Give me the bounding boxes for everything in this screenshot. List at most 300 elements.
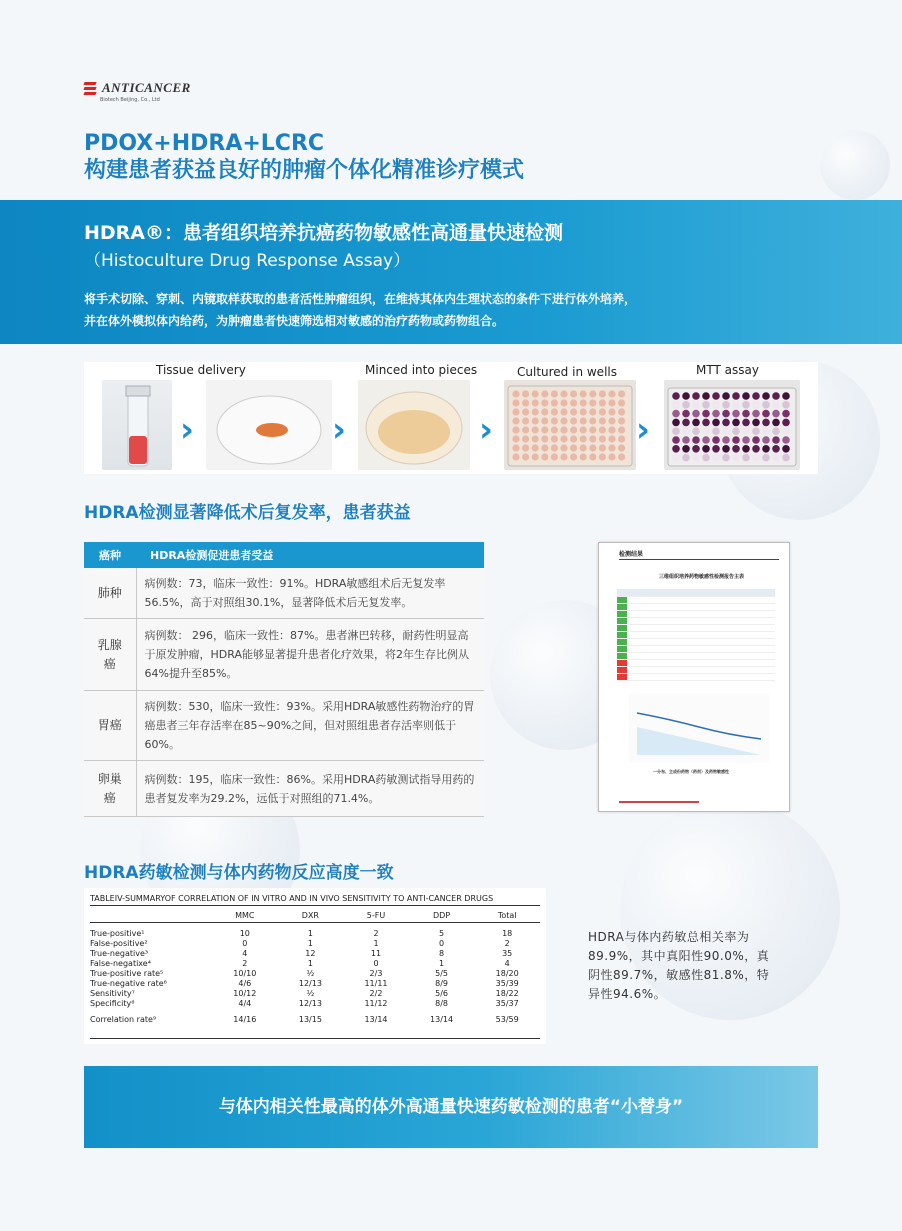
workflow-strip xyxy=(84,362,818,474)
well xyxy=(732,419,740,427)
well xyxy=(682,454,690,462)
report-title: 三维组织培养药物敏感性检测报告主表 xyxy=(659,574,745,580)
well xyxy=(541,426,548,433)
table-cell: 12/13 xyxy=(298,999,322,1008)
well xyxy=(618,390,625,397)
column-header: Total xyxy=(497,910,517,920)
table-cell: 2/2 xyxy=(369,989,383,998)
well xyxy=(782,392,790,400)
benefit-text: 病例数：530，临床一致性：93%。采用HDRA敏感性药物治疗的胃癌患者三年存活率在85~90%之间，但对照组患者存活率则低于60%。 xyxy=(136,691,484,761)
report-status-cell xyxy=(617,625,627,631)
well xyxy=(732,401,740,409)
table-cell: 2 xyxy=(242,959,248,968)
report-status-cell xyxy=(617,646,627,652)
report-table-row xyxy=(617,660,775,667)
well xyxy=(560,435,567,442)
table-cell: 12 xyxy=(305,949,316,958)
chevron-right-icon: › xyxy=(636,410,651,450)
report-status-cell xyxy=(617,660,627,666)
well xyxy=(541,435,548,442)
well xyxy=(672,427,680,435)
well xyxy=(702,445,710,453)
well xyxy=(712,427,720,435)
well xyxy=(608,435,615,442)
table-cell: 11 xyxy=(370,949,382,958)
well xyxy=(570,453,577,460)
col-benefit-header: HDRA检测促进患者受益 xyxy=(136,542,484,568)
table-cell: 2 xyxy=(504,939,510,948)
step-label-mtt: MTT assay xyxy=(696,363,759,377)
well xyxy=(541,390,548,397)
well xyxy=(752,454,760,462)
table-cell: 35 xyxy=(502,949,513,958)
well xyxy=(752,445,760,453)
table-cell: 11/11 xyxy=(364,979,388,988)
well xyxy=(702,392,710,400)
row-label: False-negatixe⁴ xyxy=(90,959,151,968)
well xyxy=(512,453,519,460)
well xyxy=(742,427,750,435)
wells-photo xyxy=(504,380,636,470)
well xyxy=(580,453,587,460)
well xyxy=(772,419,780,427)
well xyxy=(580,390,587,397)
well xyxy=(608,453,615,460)
bottom-banner: 与体内相关性最高的体外高通量快速药敏检测的患者“小替身” xyxy=(84,1066,818,1148)
well xyxy=(560,408,567,415)
well xyxy=(551,435,558,442)
well xyxy=(682,419,690,427)
chevron-right-icon: › xyxy=(180,410,195,450)
well xyxy=(599,426,606,433)
table-cell: 1 xyxy=(307,939,313,948)
well xyxy=(589,444,596,451)
well xyxy=(692,427,700,435)
well xyxy=(522,399,529,406)
well xyxy=(570,408,577,415)
well xyxy=(722,401,730,409)
well xyxy=(512,408,519,415)
well xyxy=(580,408,587,415)
well xyxy=(762,427,770,435)
well xyxy=(732,445,740,453)
table-cell: 5/5 xyxy=(435,969,449,978)
well xyxy=(752,410,760,418)
well xyxy=(551,408,558,415)
well xyxy=(692,454,700,462)
well xyxy=(772,454,780,462)
well xyxy=(672,445,680,453)
table-cell: 18 xyxy=(502,929,513,938)
band-description xyxy=(84,288,844,332)
row-label: True-negative³ xyxy=(90,949,149,958)
pieces-photo xyxy=(358,380,470,470)
well xyxy=(712,445,720,453)
well xyxy=(772,392,780,400)
well xyxy=(522,408,529,415)
table-cell: 11/12 xyxy=(364,999,388,1008)
well xyxy=(608,390,615,397)
table-cell: 13/15 xyxy=(298,1015,322,1024)
table-cell: 4 xyxy=(504,959,510,968)
report-status-cell xyxy=(617,618,627,624)
well xyxy=(512,426,519,433)
table-cell: 4/6 xyxy=(238,979,252,988)
brand-logo xyxy=(84,80,191,96)
well xyxy=(618,399,625,406)
table-cell: 8 xyxy=(439,949,445,958)
table-cell: 53/59 xyxy=(495,1015,519,1024)
well xyxy=(541,417,548,424)
well xyxy=(522,453,529,460)
report-table-row xyxy=(617,625,775,632)
report-status-cell xyxy=(617,604,627,610)
report-status-cell xyxy=(617,597,627,603)
well xyxy=(570,435,577,442)
well xyxy=(692,392,700,400)
well xyxy=(712,392,720,400)
col-cancer-header: 癌种 xyxy=(84,542,136,568)
well xyxy=(589,453,596,460)
report-footnote xyxy=(619,801,699,803)
well xyxy=(762,419,770,427)
well xyxy=(682,410,690,418)
well xyxy=(752,419,760,427)
well xyxy=(618,417,625,424)
well xyxy=(541,444,548,451)
report-table-row xyxy=(617,632,775,639)
well xyxy=(551,444,558,451)
report-status-cell xyxy=(617,632,627,638)
well xyxy=(551,453,558,460)
well xyxy=(712,436,720,444)
report-table-row xyxy=(617,646,775,653)
well xyxy=(551,426,558,433)
table-cell: ½ xyxy=(306,989,315,998)
well xyxy=(618,435,625,442)
background-orb xyxy=(820,130,890,200)
well xyxy=(512,417,519,424)
column-header xyxy=(90,908,212,923)
well xyxy=(772,427,780,435)
table-cell: 13/14 xyxy=(364,1015,388,1024)
table-cell: 10 xyxy=(239,929,250,938)
table-row xyxy=(90,949,540,959)
well xyxy=(589,435,596,442)
well xyxy=(702,436,710,444)
well xyxy=(772,401,780,409)
well xyxy=(570,417,577,424)
well xyxy=(532,417,539,424)
well xyxy=(732,410,740,418)
well xyxy=(722,392,730,400)
table-cell: 0 xyxy=(242,939,248,948)
table-header-row xyxy=(84,542,484,568)
well xyxy=(682,427,690,435)
row-label: Correlation rate⁹ xyxy=(90,1015,157,1024)
well xyxy=(752,427,760,435)
well xyxy=(560,426,567,433)
well xyxy=(608,408,615,415)
well xyxy=(589,417,596,424)
table-cell: 5 xyxy=(439,929,445,938)
correlation-note: HDRA与体内药敏总相关率为89.9%，其中真阳性90.0%，真阴性89.7%，敏感性81.8%，特异性94.6%。 xyxy=(588,930,770,1001)
well xyxy=(560,399,567,406)
well xyxy=(752,401,760,409)
well xyxy=(589,390,596,397)
well xyxy=(742,454,750,462)
table-row xyxy=(90,999,540,1009)
cancer-type: 肺种 xyxy=(84,568,136,619)
well xyxy=(512,435,519,442)
well xyxy=(580,417,587,424)
well xyxy=(722,419,730,427)
well xyxy=(570,399,577,406)
well xyxy=(599,390,606,397)
well xyxy=(742,419,750,427)
well xyxy=(580,444,587,451)
table-cell: 1 xyxy=(439,959,445,968)
brand-name: ANTICANCER xyxy=(102,80,191,95)
table-cell: 35/37 xyxy=(495,999,519,1008)
band-desc-line-1: 将手术切除、穿刺、内镜取样获取的患者活性肿瘤组织，在维持其体内生理状态的条件下进行体外培养， xyxy=(84,292,637,306)
report-table-row xyxy=(617,667,775,674)
well xyxy=(512,399,519,406)
well xyxy=(522,435,529,442)
well xyxy=(722,427,730,435)
well xyxy=(742,436,750,444)
well xyxy=(589,408,596,415)
well xyxy=(599,399,606,406)
table-cell: 18/22 xyxy=(495,989,519,998)
step-label-tissue: Tissue delivery xyxy=(156,363,246,377)
column-header: 5-FU xyxy=(366,910,386,920)
table-cell: 35/39 xyxy=(495,979,519,988)
well xyxy=(618,408,625,415)
report-table-row xyxy=(617,653,775,660)
well xyxy=(742,410,750,418)
cancer-type: 乳腺癌 xyxy=(84,619,136,691)
report-table-row xyxy=(617,597,775,604)
well xyxy=(732,392,740,400)
well xyxy=(532,408,539,415)
well xyxy=(702,454,710,462)
well xyxy=(541,408,548,415)
table-rule-top xyxy=(90,905,540,906)
table-cell: 2/3 xyxy=(369,969,383,978)
well xyxy=(608,399,615,406)
hdra-intro-band xyxy=(0,200,902,344)
report-table-row xyxy=(617,674,775,681)
row-label: Specificity⁸ xyxy=(90,999,135,1008)
well xyxy=(752,436,760,444)
band-desc-line-2: 并在体外模拟体内给药，为肿瘤患者快速筛选相对敏感的治疗药物或药物组合。 xyxy=(84,314,505,328)
table-cell: 8/8 xyxy=(435,999,449,1008)
table-cell: 2 xyxy=(373,929,379,938)
well xyxy=(732,454,740,462)
well xyxy=(772,445,780,453)
brand-subtitle: Biotech Beijing, Co., Ltd xyxy=(100,97,160,103)
column-header: DXR xyxy=(301,910,319,920)
cancer-type: 卵巢癌 xyxy=(84,761,136,817)
well xyxy=(532,390,539,397)
well xyxy=(589,399,596,406)
report-heading: 检测结果 xyxy=(619,551,644,558)
well xyxy=(522,417,529,424)
well xyxy=(580,399,587,406)
table-cell: 4/4 xyxy=(238,999,252,1008)
dish-photo xyxy=(206,380,332,470)
report-status-cell xyxy=(617,674,627,680)
band-subtitle: （Histoculture Drug Response Assay） xyxy=(84,251,411,271)
well xyxy=(692,445,700,453)
table-cell: 1 xyxy=(307,929,313,938)
well xyxy=(692,419,700,427)
table-row xyxy=(84,568,484,619)
well xyxy=(618,444,625,451)
section-title-recurrence: HDRA检测显著降低术后复发率，患者获益 xyxy=(84,503,411,523)
row-label: True-positive¹ xyxy=(90,929,145,938)
well xyxy=(712,401,720,409)
well xyxy=(782,401,790,409)
step-label-cultured: Cultured in wells xyxy=(517,365,617,379)
well xyxy=(618,453,625,460)
well xyxy=(692,401,700,409)
chevron-right-icon: › xyxy=(332,410,347,450)
well xyxy=(722,454,730,462)
well xyxy=(782,410,790,418)
well xyxy=(762,454,770,462)
correlation-table-panel xyxy=(84,888,546,1044)
table-cell: 0 xyxy=(373,959,379,968)
well xyxy=(522,390,529,397)
well xyxy=(541,399,548,406)
table-row xyxy=(90,939,540,949)
table-row xyxy=(90,929,540,939)
well xyxy=(672,419,680,427)
well xyxy=(762,401,770,409)
report-status-cell xyxy=(617,667,627,673)
well xyxy=(570,426,577,433)
well xyxy=(742,401,750,409)
correlation-table-caption: TABLEIV-SUMMARYOF CORRELATION OF IN VITRO AND IN VIVO SENSITIVITY TO ANTI-CANCER DRUGS xyxy=(90,894,494,903)
well xyxy=(762,445,770,453)
report-status-cell xyxy=(617,639,627,645)
well xyxy=(512,390,519,397)
table-cell: 13/14 xyxy=(430,1015,454,1024)
well xyxy=(732,436,740,444)
benefit-table xyxy=(84,542,484,817)
report-table-row xyxy=(617,611,775,618)
row-label: True-positive rate⁵ xyxy=(90,969,164,978)
well xyxy=(560,390,567,397)
row-label: True-negative rate⁶ xyxy=(90,979,167,988)
well xyxy=(608,426,615,433)
well xyxy=(692,436,700,444)
report-status-cell xyxy=(617,653,627,659)
well xyxy=(672,392,680,400)
well xyxy=(682,445,690,453)
table-cell: 10/10 xyxy=(233,969,257,978)
well xyxy=(560,444,567,451)
column-header: MMC xyxy=(235,910,255,920)
correlation-header-row xyxy=(90,908,540,923)
benefit-text: 病例数：73，临床一致性：91%。HDRA敏感组术后无复发率56.5%，高于对照组30.1%，显著降低术后无复发率。 xyxy=(136,568,484,619)
table-row xyxy=(90,969,540,979)
well xyxy=(712,454,720,462)
cancer-type: 胃癌 xyxy=(84,691,136,761)
well xyxy=(692,410,700,418)
table-row xyxy=(90,979,540,989)
well xyxy=(772,410,780,418)
well xyxy=(762,392,770,400)
well xyxy=(532,399,539,406)
well xyxy=(532,444,539,451)
well xyxy=(532,453,539,460)
report-chart xyxy=(629,693,769,763)
well xyxy=(551,390,558,397)
headline-line-2: 构建患者获益良好的肿瘤个体化精准诊疗模式 xyxy=(84,158,525,183)
table-cell: 8/9 xyxy=(435,979,449,988)
well xyxy=(532,426,539,433)
table-cell: 1 xyxy=(373,939,379,948)
benefit-text: 病例数：195，临床一致性：86%。采用HDRA药敏测试指导用药的患者复发率为29.2%，远低于对照组的71.4%。 xyxy=(136,761,484,817)
well xyxy=(522,426,529,433)
table-cell: 0 xyxy=(439,939,445,948)
well xyxy=(599,444,606,451)
table-rule-bottom xyxy=(90,1038,540,1039)
well xyxy=(702,419,710,427)
table-cell: 18/20 xyxy=(495,969,519,978)
well xyxy=(712,410,720,418)
well xyxy=(512,444,519,451)
well xyxy=(580,426,587,433)
well xyxy=(742,445,750,453)
well xyxy=(682,392,690,400)
well xyxy=(570,390,577,397)
table-cell: 12/13 xyxy=(298,979,322,988)
table-cell: ½ xyxy=(306,969,315,978)
well xyxy=(702,410,710,418)
well xyxy=(541,453,548,460)
well xyxy=(752,392,760,400)
well xyxy=(580,435,587,442)
table-row xyxy=(90,959,540,969)
well xyxy=(551,417,558,424)
well xyxy=(608,417,615,424)
well xyxy=(522,444,529,451)
well xyxy=(702,401,710,409)
table-cell: 14/16 xyxy=(233,1015,257,1024)
well xyxy=(772,436,780,444)
well xyxy=(722,410,730,418)
row-label: Sensitivity⁷ xyxy=(90,989,135,998)
well xyxy=(570,444,577,451)
well xyxy=(599,408,606,415)
well xyxy=(599,435,606,442)
chevron-right-icon: › xyxy=(479,410,494,450)
report-table-row xyxy=(617,639,775,646)
well xyxy=(682,401,690,409)
well xyxy=(782,454,790,462)
well xyxy=(599,453,606,460)
report-table-row xyxy=(617,618,775,625)
well xyxy=(782,419,790,427)
table-cell: 4 xyxy=(242,949,248,958)
well xyxy=(742,392,750,400)
report-table xyxy=(617,589,775,681)
well xyxy=(589,426,596,433)
